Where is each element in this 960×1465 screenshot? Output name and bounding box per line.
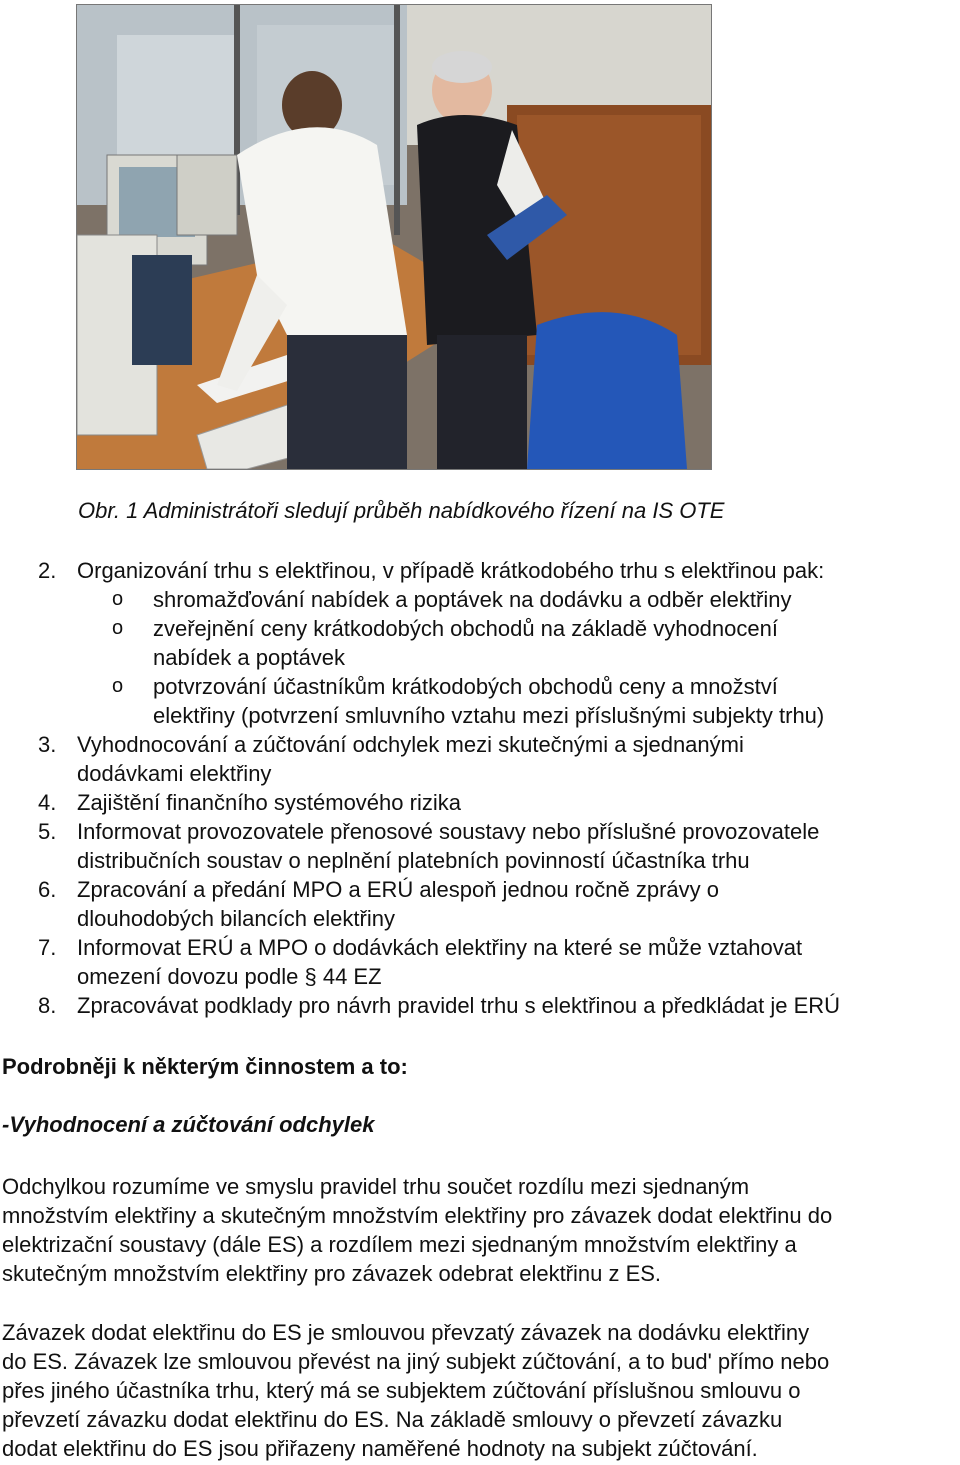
list-item-text: Zajištění finančního systémového rizika — [77, 790, 461, 815]
sub-item-text: shromažďování nabídek a poptávek na dodávku a odběr elektřiny — [153, 587, 792, 612]
paragraph-line: Závazek dodat elektřinu do ES je smlouvou převzatý závazek na dodávku elektřiny — [2, 1320, 810, 1345]
list-number: 7. — [38, 935, 57, 960]
list-item-text: dodávkami elektřiny — [77, 761, 272, 786]
paragraph-line: do ES. Závazek lze smlouvou převést na jiný subjekt zúčtování, a to bud' přímo nebo — [2, 1349, 830, 1374]
office-photo-illustration — [77, 5, 711, 469]
paragraph-line: přes jiného účastníka trhu, který má se subjektem zúčtování příslušnou smlouvu o — [2, 1378, 801, 1403]
list-item-text: Zpracovávat podklady pro návrh pravidel trhu s elektřinou a předkládat je ERÚ — [77, 993, 841, 1018]
sub-item-text: elektřiny (potvrzení smluvního vztahu mezi příslušnými subjekty trhu) — [153, 703, 825, 728]
list-number: 8. — [38, 993, 57, 1018]
list-item-text: Zpracování a předání MPO a ERÚ alespoň jednou ročně zprávy o — [77, 877, 720, 902]
sub-item-text: nabídek a poptávek — [153, 645, 346, 670]
list-item-text: Informovat provozovatele přenosové soustavy nebo příslušné provozovatele — [77, 819, 820, 844]
list-item-text: Informovat ERÚ a MPO o dodávkách elektřiny na které se může vztahovat — [77, 935, 803, 960]
list-number: 2. — [38, 558, 57, 583]
list-number: 4. — [38, 790, 57, 815]
list-item-text: Organizování trhu s elektřinou, v případě krátkodobého trhu s elektřinou pak: — [77, 558, 825, 583]
paragraph-line: elektrizační soustavy (dále ES) a rozdílem mezi sjednaným množstvím elektřiny a — [2, 1232, 797, 1257]
paragraph-line: skutečným množstvím elektřiny pro závazek odebrat elektřinu z ES. — [2, 1261, 662, 1286]
figure-caption: Obr. 1 Administrátoři sledují průběh nabídkového řízení na IS OTE — [78, 498, 725, 523]
list-number: 6. — [38, 877, 57, 902]
bullet-marker: o — [112, 588, 124, 610]
paragraph-line: Odchylkou rozumíme ve smyslu pravidel trhu součet rozdílu mezi sjednaným — [2, 1174, 750, 1199]
list-item-text: distribučních soustav o neplnění platebních povinností účastníka trhu — [77, 848, 750, 873]
list-number: 3. — [38, 732, 57, 757]
list-item-text: omezení dovozu podle § 44 EZ — [77, 964, 382, 989]
section-heading: Podrobněji k některým činnostem a to: — [2, 1054, 408, 1079]
list-item-text: Vyhodnocování a zúčtování odchylek mezi skutečnými a sjednanými — [77, 732, 744, 757]
bullet-marker: o — [112, 675, 124, 697]
sub-item-text: potvrzování účastníkům krátkodobých obchodů ceny a množství — [153, 674, 778, 699]
office-photo — [76, 4, 712, 470]
paragraph-line: dodat elektřinu do ES jsou přiřazeny naměřené hodnoty na subjekt zúčtování. — [2, 1436, 758, 1461]
paragraph-line: převzetí závazku dodat elektřinu do ES. Na základě smlouvy o převzetí závazku — [2, 1407, 783, 1432]
bullet-marker: o — [112, 617, 124, 639]
list-item-text: dlouhodobých bilancích elektřiny — [77, 906, 395, 931]
section-subheading: -Vyhodnocení a zúčtování odchylek — [2, 1112, 375, 1137]
list-number: 5. — [38, 819, 57, 844]
sub-item-text: zveřejnění ceny krátkodobých obchodů na základě vyhodnocení — [153, 616, 778, 641]
paragraph-line: množstvím elektřiny a skutečným množstvím elektřiny pro závazek dodat elektřinu do — [2, 1203, 833, 1228]
